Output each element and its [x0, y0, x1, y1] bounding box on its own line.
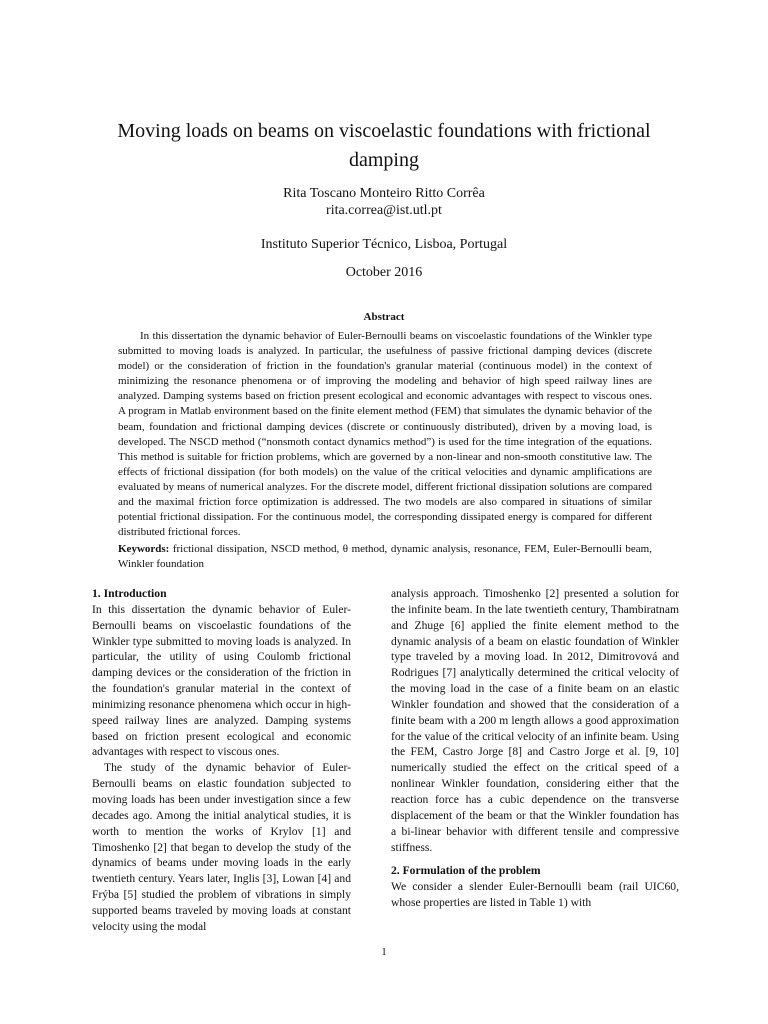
right-column	[391, 586, 679, 911]
author-name: Rita Toscano Monteiro Ritto Corrêa	[283, 186, 485, 201]
intro-paragraph-2: The study of the dynamic behavior of Euler-Bernoulli beams on elastic foundation subjected to moving loads has been under investigation since a few decades ago. Among the initial analytical studies, it is worth to mention the works of Krylov [1] and Timoshenko [2] that began to develop the study of the dynamics of beams under moving loads in the early twentieth century. Years later, Inglis [3], Lowan [4] and Frýba [5] studied the problem of vibrations in simply supported beams traveled by moving loads at constant velocity using the modal	[92, 761, 351, 933]
intro-paragraph-1: In this dissertation the dynamic behavior of Euler-Bernoulli beams on viscoelastic foundations of the Winkler type submitted to moving loads is analyzed. In particular, the utility of using Coulomb frictional damping devices or the consideration of the friction in the foundation's granular material in the context of minimizing resonance phenomena which occur in high-speed railway lines are analyzed. Damping systems based on friction present ecological and economic advantages with respect to viscous ones.	[92, 602, 351, 759]
page-number: 1	[381, 946, 387, 958]
keywords-list: frictional dissipation, NSCD method, θ method, dynamic analysis, resonance, FEM, Euler-Bernoulli beam, Winkler foundation	[118, 543, 652, 571]
author-email: rita.correa@ist.utl.pt	[326, 203, 442, 218]
intro-paragraph-2-continued: analysis approach. Timoshenko [2] presented a solution for the infinite beam. In the late twentieth century, Thambiratnam and Zhuge [6] applied the finite element method to the dynamic analysis of a beam on elastic foundation of Winkler type traveled by a moving load. In 2012, Dimitrovová and Rodrigues [7] analytically determined the critical velocity of the moving load in the case of a finite beam on an elastic Winkler foundation and showed that the consideration of a finite beam with a 200 m length allows a good approximation for the value of the critical velocity of an infinite beam. Using the FEM, Castro Jorge [8] and Castro Jorge et al. [9, 10] numerically studied the effect on the critical speed of a nonlinear Winkler foundation, considering either that the reaction force has a cubic dependence on the transverse displacement of the beam or that the Winkler foundation has a bi-linear behavior with different tensile and compressive stiffness.	[391, 587, 679, 854]
abstract-heading: Abstract	[363, 311, 405, 323]
institution: Instituto Superior Técnico, Lisboa, Portugal	[260, 237, 508, 252]
paper-title: Moving loads on beams on viscoelastic foundations with frictional damping	[117, 120, 651, 171]
section-heading-formulation: 2. Formulation of the problem	[391, 864, 541, 878]
keywords	[118, 542, 652, 572]
abstract-text: In this dissertation the dynamic behavior of Euler-Bernoulli beams on viscoelastic foundations of the Winkler type submitted to moving loads is analyzed. In particular, the usefulness of passive frictional damping devices (discrete model) or the consideration of friction in the foundation's granular material (continuous model) in the context of minimizing the resonance phenomena or of improving the modeling and behavior of high speed railway lines are analyzed. Damping systems based on friction present ecological and economic advantages with respect to viscous ones. A program in Matlab environment based on the finite element method (FEM) that simulates the dynamic behavior of the beam, foundation and frictional damping devices (discrete or continuously distributed), driven by a moving load, is developed. The NSCD method (“nonsmoth contact dynamics method”) is used for the time integration of the equations. This method is suitable for friction problems, which are governed by a non-linear and non-smooth constitutive law. The effects of frictional dissipation (for both models) on the value of the critical velocities and dynamic amplifications are evaluated by means of numerical analyzes. For the discrete model, different frictional dissipation solutions are compared and the maximal friction force optimization is addressed. The two models are also compared in situations of similar potential frictional dissipation. For the continuous model, the corresponding dissipated energy is compared for different distributed frictional forces.	[118, 330, 652, 539]
publication-date: October 2016	[345, 265, 423, 280]
section-heading-introduction: 1. Introduction	[92, 587, 167, 600]
left-column	[92, 586, 351, 935]
keywords-label: Keywords:	[118, 543, 170, 555]
formulation-paragraph-1: We consider a slender Euler-Bernoulli beam (rail UIC60, whose properties are listed in Table 1) with	[391, 880, 679, 910]
